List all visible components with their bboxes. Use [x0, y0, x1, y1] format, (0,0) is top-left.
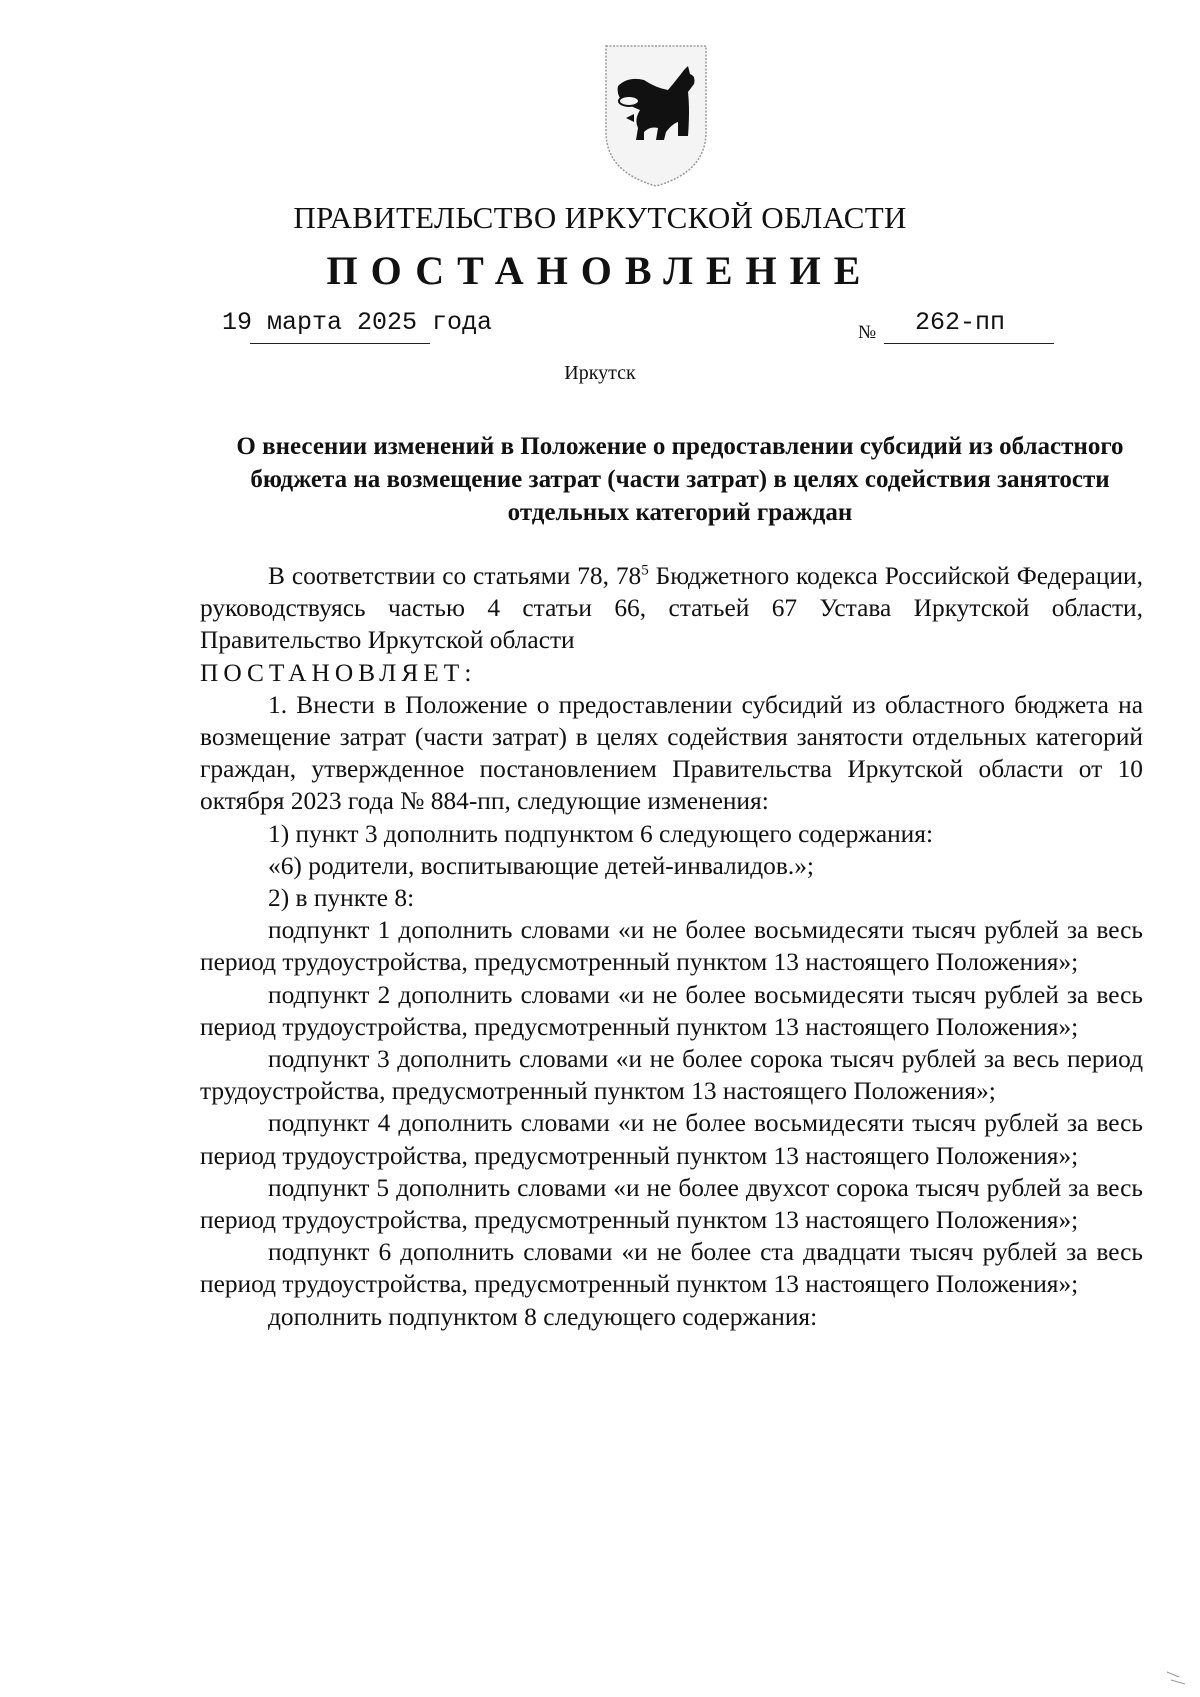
paragraph: подпункт 6 дополнить словами «и не более ста двадцати тысяч рублей за весь период трудоустройства, предусмотренный пунктом 13 настоящего Положения»; [200, 1238, 1143, 1299]
paragraph: дополнить подпунктом 8 следующего содержания: [268, 1302, 818, 1331]
document-body [200, 560, 1143, 1333]
document-type: ПОСТАНОВЛЕНИЕ [326, 248, 874, 293]
document-title: О внесении изменений в Положение о предоставлении субсидий из областного бюджета на возмещение затрат (части затрат) в целях содействия занятости отдельных категорий граждан [236, 433, 1124, 526]
decree-number: 262-пп [915, 308, 1006, 337]
paragraph: 1) пункт 3 дополнить подпунктом 6 следующего содержания: [268, 819, 934, 848]
number-underline [884, 343, 1054, 344]
decree-date: 19 марта 2025 года [222, 308, 493, 337]
paragraph: 1. Внести в Положение о предоставлении субсидий из областного бюджета на возмещение затрат (части затрат) в целях содействия занятости отдельных категорий граждан, утвержденное постановлением Правительства Иркутской области от 10 октября 2023 года № 884-пп, следующие изменения: [200, 690, 1143, 816]
preamble [200, 560, 1143, 657]
paragraph: подпункт 3 дополнить словами «и не более сорока тысяч рублей за весь период трудоустройства, предусмотренный пунктом 13 настоящего Положения»; [200, 1045, 1143, 1106]
paragraph: подпункт 5 дополнить словами «и не более двухсот сорока тысяч рублей за весь период трудоустройства, предусмотренный пунктом 13 настоящего Положения»; [200, 1173, 1143, 1235]
coat-of-arms-emblem [598, 40, 714, 190]
preamble-superscript: 5 [641, 562, 649, 579]
paragraph: подпункт 2 дополнить словами «и не более восьмидесяти тысяч рублей за весь период трудоустройства, предусмотренный пунктом 13 настоящего Положения»; [200, 980, 1143, 1041]
page-corner-mark [1165, 1668, 1189, 1686]
paragraph: подпункт 1 дополнить словами «и не более восьмидесяти тысяч рублей за весь период трудоустройства, предусмотренный пунктом 13 настоящего Положения»; [200, 916, 1143, 977]
city: Иркутск [564, 362, 636, 384]
date-underline [250, 343, 430, 344]
paragraph: «6) родители, воспитывающие детей-инвалидов.»; [268, 851, 814, 880]
government-name: ПРАВИТЕЛЬСТВО ИРКУТСКОЙ ОБЛАСТИ [293, 200, 907, 235]
preamble-text-2: Бюджетного кодекса Российской Федерации, руководствуясь частью 4 статьи 66, статьей 67 Устава Иркутской области, Правительство Иркутской области [200, 562, 1143, 655]
preamble-text-1: В соответствии со статьями 78, 78 [268, 562, 642, 590]
paragraph: подпункт 4 дополнить словами «и не более восьмидесяти тысяч рублей за весь период трудоустройства, предусмотренный пунктом 13 настоящего Положения»; [200, 1109, 1143, 1170]
paragraph: 2) в пункте 8: [268, 884, 415, 913]
resolves-heading: ПОСТАНОВЛЯЕТ: [200, 658, 477, 687]
number-sign: № [858, 322, 877, 343]
